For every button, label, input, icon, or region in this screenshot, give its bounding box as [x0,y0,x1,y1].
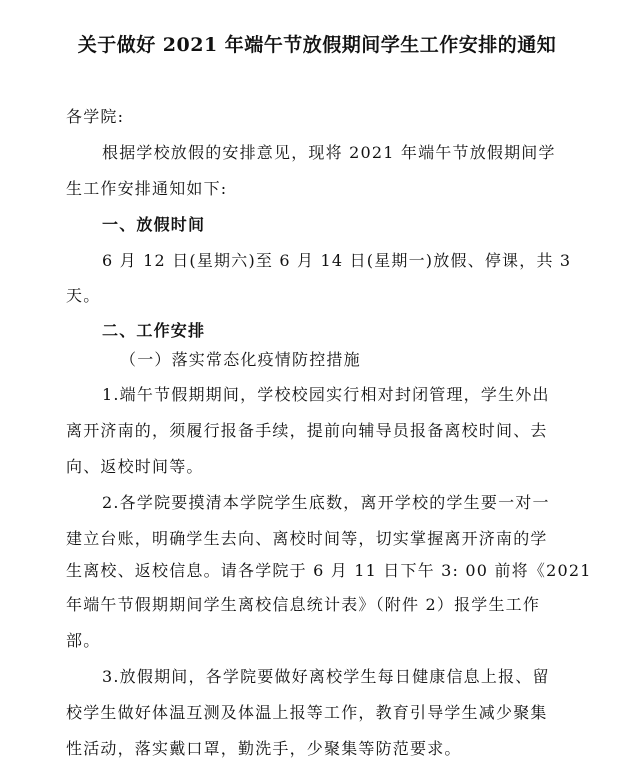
section2-heading: 二、工作安排 [102,321,206,340]
item3-line-1: 3.放假期间，各学院要做好离校学生每日健康信息上报、留 [102,667,550,686]
item2-line-3: 生离校、返校信息。请各学院于 6 月 11 日下午 3: 00 前将《2021 [66,561,592,580]
salutation: 各学院: [66,107,125,126]
item2-line-2: 建立台账，明确学生去向、离校时间等，切实掌握离开济南的学 [66,529,548,548]
section2-subheading: （一）落实常态化疫情防控措施 [120,350,361,369]
intro-line-2: 生工作安排通知如下: [66,179,228,198]
section1-heading: 一、放假时间 [102,215,206,234]
item2-line-5: 部。 [66,631,101,650]
item1-line-1: 1.端午节假期期间，学校校园实行相对封闭管理，学生外出 [102,385,550,404]
item1-line-2: 离开济南的，须履行报备手续，提前向辅导员报备离校时间、去 [66,421,548,440]
section1-line-1: 6 月 12 日(星期六)至 6 月 14 日(星期一)放假、停课，共 3 [102,251,572,270]
item2-line-1: 2.各学院要摸清本学院学生底数，离开学校的学生要一对一 [102,493,550,512]
item1-line-3: 向、返校时间等。 [66,457,204,476]
item3-line-2: 校学生做好体温互测及体温上报等工作，教育引导学生减少聚集 [66,703,548,722]
section1-line-2: 天。 [66,286,101,305]
item3-line-3: 性活动，落实戴口罩，勤洗手，少聚集等防范要求。 [66,739,462,758]
intro-line-1: 根据学校放假的安排意见，现将 2021 年端午节放假期间学 [102,143,556,162]
item2-line-4: 年端午节假期期间学生离校信息统计表》（附件 2）报学生工作 [66,595,541,614]
document-title: 关于做好 2021 年端午节放假期间学生工作安排的通知 [77,34,557,56]
